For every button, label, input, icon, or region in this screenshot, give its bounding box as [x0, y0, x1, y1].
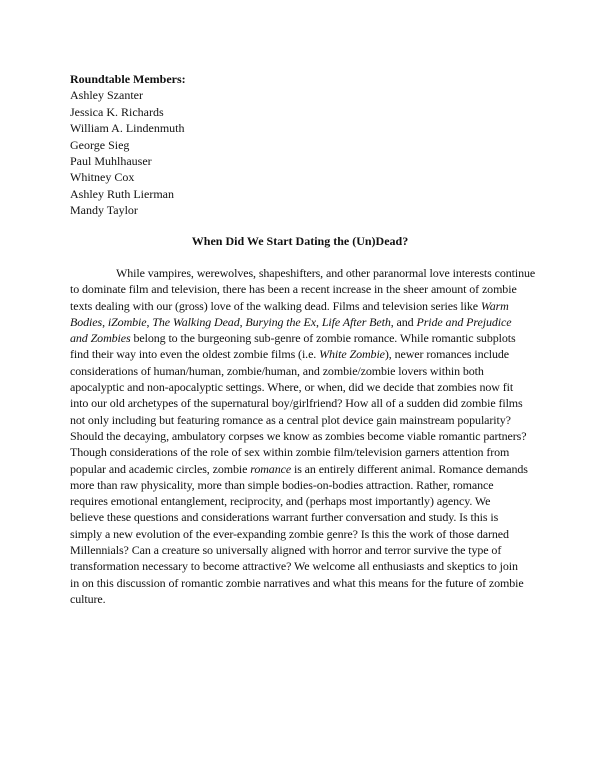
italic-title: Warm — [480, 298, 509, 313]
body-line: apocalyptic and non-apocalyptic settings. Where, or when, did we decide that zombies now fit — [70, 380, 514, 395]
body-paragraph — [70, 265, 539, 607]
italic-title: The Walking Dead — [152, 314, 240, 329]
body-line — [70, 330, 539, 346]
italic-title: Pride and Prejudice — [416, 314, 512, 329]
body-text-span: , — [146, 314, 153, 329]
body-line: believe these questions and considerations warrant further conversation and study. Is this is — [70, 510, 499, 525]
body-line — [70, 298, 539, 314]
member-name: Mandy Taylor — [70, 203, 138, 218]
body-text-span: belong to the burgeoning sub-genre of zombie romance. While romantic subplots — [130, 331, 516, 346]
member-name: Paul Muhlhauser — [70, 154, 152, 169]
body-text-span: , — [316, 314, 322, 329]
body-line: transformation necessary to become attractive? We welcome all enthusiasts and skeptics to join — [70, 559, 518, 574]
italic-title: Burying the Ex — [245, 314, 316, 329]
body-line: Should the decaying, ambulatory corpses we know as zombies become viable romantic partners? — [70, 428, 527, 443]
body-line: culture. — [70, 591, 106, 606]
member-name: Ashley Szanter — [70, 88, 143, 103]
member-name: Ashley Ruth Lierman — [70, 186, 174, 201]
body-line — [70, 461, 539, 477]
body-line — [70, 346, 539, 362]
body-line: to dominate film and television, there has been a recent increase in the sheer amount of zombie — [70, 282, 517, 297]
document-title: When Did We Start Dating the (Un)Dead? — [191, 234, 409, 248]
body-line: Though considerations of the role of sex within zombie film/television garners attention from — [70, 445, 510, 460]
body-text-span: , — [102, 314, 108, 329]
body-line: considerations of human/human, zombie/human, and zombie/zombie lovers within both — [70, 363, 484, 378]
body-line: requires emotional entanglement, reciprocity, and (perhaps most importantly) agency. We — [70, 494, 491, 509]
body-line: into our old archetypes of the supernatural boy/girlfriend? How all of a sudden did zombie films — [70, 396, 523, 411]
body-text-span: find their way into even the oldest zombie films (i.e. — [70, 347, 320, 362]
roundtable-heading: Roundtable Members: — [70, 72, 186, 86]
body-text-span: texts dealing with our (gross) love of the walking dead. Films and television series like — [70, 298, 481, 313]
italic-word: romance — [250, 461, 292, 476]
body-text-span: is an entirely different animal. Romance demands — [291, 461, 528, 476]
body-text-span: ), newer romances include — [384, 347, 510, 362]
italic-title: iZombie — [107, 314, 147, 329]
member-name: Jessica K. Richards — [70, 104, 164, 119]
member-name: Whitney Cox — [70, 170, 135, 185]
roundtable-members — [70, 71, 186, 219]
italic-title: and Zombies — [70, 331, 131, 346]
body-line: While vampires, werewolves, shapeshifters, and other paranormal love interests continue — [116, 266, 536, 280]
body-text-span: , and — [390, 314, 417, 329]
body-line: in on this discussion of romantic zombie narratives and what this means for the future of zombie — [70, 575, 524, 590]
body-text-span: , — [239, 314, 246, 329]
italic-title: Bodies — [70, 314, 103, 329]
body-line: simply a new evolution of the ever-expanding zombie genre? Is this the work of those darned — [70, 526, 509, 541]
member-name: William A. Lindenmuth — [70, 121, 185, 136]
body-text-span: popular and academic circles, zombie — [70, 461, 251, 476]
italic-title: White Zombie — [319, 347, 385, 362]
italic-title: Life After Beth — [321, 314, 391, 329]
member-name: George Sieg — [70, 137, 130, 152]
body-line: more than raw physicality, more than simple bodies-on-bodies attraction. Rather, romance — [70, 477, 494, 492]
body-line: Millennials? Can a creature so universally aligned with horror and terror survive the type of — [70, 543, 502, 558]
body-line — [70, 314, 539, 330]
body-line: not only including but featuring romance as a central plot device gain mainstream popularity? — [70, 412, 511, 427]
